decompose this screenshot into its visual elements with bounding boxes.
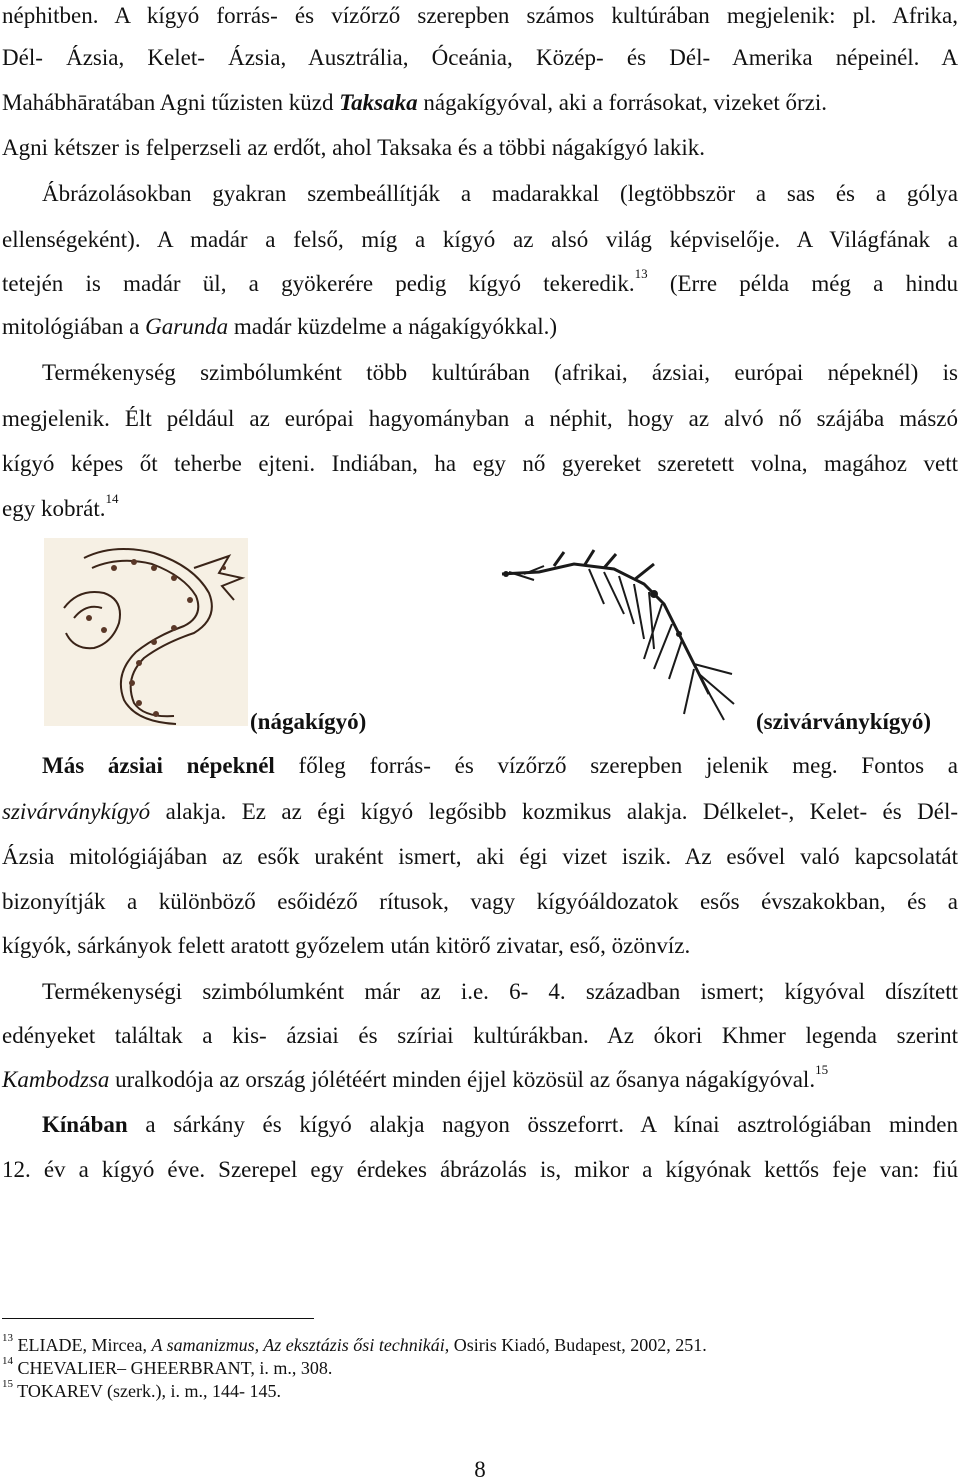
text-line: [2, 268, 958, 300]
text-span: Termékenység szimbólumként több kultúrában (afrikai, ázsiai, európai népeknél) is: [42, 360, 958, 385]
text-line: [2, 1020, 958, 1052]
text-line: [2, 42, 958, 74]
text-span: kígyók, sárkányok felett aratott győzelem után kitörő zivatar, eső, özönvíz.: [2, 933, 691, 958]
footnote-ref[interactable]: 14: [105, 491, 119, 507]
text-line: [42, 178, 958, 210]
text-span: néphitben. A kígyó forrás- és vízőrző szerepben számos kultúrában megjelenik: pl. Afrika,: [2, 3, 958, 28]
footnote-13: [2, 1334, 952, 1356]
page-number: 8: [474, 1457, 486, 1482]
text-line: [2, 930, 958, 962]
text-span: (Erre példa még a hindu: [647, 271, 958, 296]
text-line: [2, 493, 958, 525]
text-span: Ázsia mitológiájában az esők uraként ismert, aki égi vizet iszik. Az esővel való kapcsolatát: [2, 844, 958, 869]
figure-caption-naga: (nágakígyó): [250, 709, 367, 734]
text-span: bizonyítják a különböző esőidéző rítusok, vagy kígyóáldozatok esős évszakokban, és a: [2, 889, 958, 914]
text-line: [2, 132, 958, 164]
text-line: [2, 224, 958, 256]
footnote-text: TOKAREV (szerk.), i. m., 144- 145.: [13, 1381, 281, 1401]
emphasis-name: Garunda: [145, 314, 229, 339]
text-span: 12. év a kígyó éve. Szerepel egy érdekes ábrázolás is, mikor a kígyónak kettős feje van: fiú: [2, 1157, 958, 1182]
footnote-number: 15: [2, 1378, 13, 1390]
emphasis-name: Kambodzsa: [2, 1067, 110, 1092]
footnote-number: 13: [2, 1332, 13, 1344]
text-line: [2, 886, 958, 918]
footnote-title: A samanizmus, Az eksztázis ősi technikái: [151, 1335, 445, 1355]
text-span: tetején is madár ül, a gyökerére pedig kígyó tekeredik.: [2, 271, 635, 296]
text-span: ellenségeként). A madár a felső, míg a kígyó az alsó világ képviselője. A Világfának a: [2, 227, 958, 252]
text-line: [42, 976, 958, 1008]
emphasis-name: Taksaka: [339, 90, 418, 115]
text-line: [2, 0, 958, 32]
text-span: Agni kétszer is felperzseli az erdőt, ahol Taksaka és a többi nágakígyó lakik.: [2, 135, 706, 160]
footnote-ref[interactable]: 15: [815, 1062, 829, 1078]
footnote-text: CHEVALIER– GHEERBRANT, i. m., 308.: [13, 1358, 333, 1378]
text-span: Termékenységi szimbólumként már az i.e. 6- 4. században ismert; kígyóval díszített: [42, 979, 958, 1004]
footnote-14: [2, 1357, 952, 1379]
rainbow-serpent-figure: [494, 544, 738, 724]
footnote-separator: [2, 1318, 314, 1319]
text-span: Dél- Ázsia, Kelet- Ázsia, Ausztrália, Óceánia, Közép- és Dél- Amerika népeinél. A: [2, 45, 958, 70]
text-span: megjelenik. Élt például az európai hagyományban a néphit, hogy az alvó nő szájába mászó: [2, 406, 958, 431]
emphasis-term: szivárványkígyó: [2, 799, 151, 824]
naga-serpent-figure: [44, 538, 248, 726]
text-span: Ábrázolásokban gyakran szembeállítják a madarakkal (legtöbbször a sas és a gólya: [42, 181, 958, 206]
text-line: [2, 87, 958, 119]
footnote-ref[interactable]: 13: [634, 266, 648, 282]
text-line: [42, 357, 958, 389]
text-line: [2, 1154, 958, 1186]
footnote-number: 14: [2, 1355, 13, 1367]
text-line: [2, 1064, 958, 1096]
text-span: nágakígyóval, aki a forrásokat, vizeket őrzi.: [417, 90, 827, 115]
text-span: főleg forrás- és vízőrző szerepben jelenik meg. Fontos a: [274, 753, 958, 778]
text-span: mitológiában a: [2, 314, 146, 339]
footnote-15: [2, 1380, 952, 1402]
rainbow-serpent-skeleton-icon: [494, 544, 738, 724]
naga-serpent-icon: [44, 538, 248, 726]
footnote-text: ELIADE, Mircea,: [13, 1335, 152, 1355]
figure-caption-rainbow: (szivárványkígyó): [756, 709, 932, 734]
text-span: alakja. Ez az égi kígyó legősibb kozmikus alakja. Délkelet-, Kelet- és Dél-: [150, 799, 958, 824]
text-line: [2, 448, 958, 480]
text-span: a sárkány és kígyó alakja nagyon összeforrt. A kínai asztrológiában minden: [127, 1112, 958, 1137]
footnote-text: , Osiris Kiadó, Budapest, 2002, 251.: [444, 1335, 707, 1355]
text-span: madár küzdelme a nágakígyókkal.): [228, 314, 558, 339]
text-span: egy kobrát.: [2, 496, 106, 521]
text-line: [2, 796, 958, 828]
text-span: Mahábhāratában Agni tűzisten küzd: [2, 90, 340, 115]
emphasis-term: Más ázsiai népeknél: [42, 753, 275, 778]
text-span: uralkodója az ország jólétéért minden éjjel közösül az ősanya nágakígyóval.: [109, 1067, 816, 1092]
emphasis-term: Kínában: [42, 1112, 128, 1137]
text-line: [2, 311, 958, 343]
text-line: [42, 750, 958, 782]
text-line: [42, 1109, 958, 1141]
text-span: kígyó képes őt teherbe ejteni. Indiában, ha egy nő gyereket szeretett volna, magához vett: [2, 451, 958, 476]
text-line: [2, 403, 958, 435]
text-line: [2, 841, 958, 873]
text-span: edényeket találtak a kis- ázsiai és szíriai kultúrákban. Az ókori Khmer legenda szerint: [2, 1023, 958, 1048]
